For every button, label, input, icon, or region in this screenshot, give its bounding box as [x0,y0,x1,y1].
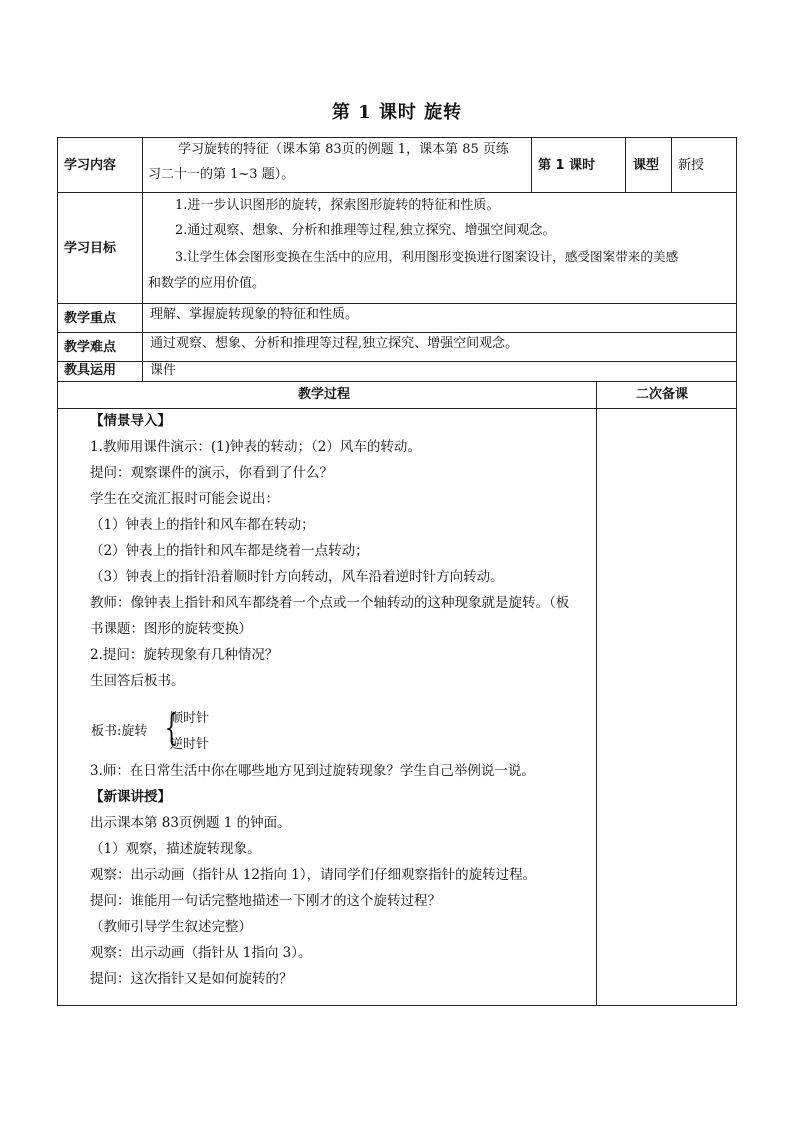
process-line: （1）钟表上的指针和风车都在转动； [90,517,315,533]
type-value: 新授 [678,158,705,173]
goal-item: 3.让学生体会图形变换在生活中的应用，利用图形变换进行图案设计，感受图案带来的美感 [175,249,679,264]
content-label: 学习内容 [64,158,117,173]
goal-item: 2.通过观察、想象、分析和推理等过程,独立探究、增强空间观念。 [175,223,556,238]
goal-label: 学习目标 [64,241,117,256]
tools-label: 教具运用 [64,363,117,378]
process-line: 提问：谁能用一句话完整地描述一下刚才的这个旋转过程？ [90,893,441,909]
process-line: （3）钟表上的指针沿着顺时针方向转动，风车沿着逆时针方向转动。 [90,569,504,585]
period-label: 第 1 课时 [538,158,596,173]
row-divider [57,192,737,193]
process-line: 1.教师用课件演示：(1)钟表的转动；（2）风车的转动。 [90,439,421,455]
row-divider [57,332,737,333]
goal-item: 1.进一步认识图形的旋转，探索图形旋转的特征和性质。 [175,198,500,213]
col-divider [625,137,626,192]
difficulty-value: 通过观察、想象、分析和推理等过程,独立探究、增强空间观念。 [150,336,519,351]
row-divider [57,381,737,382]
board-prefix: 板书:旋转 [91,724,148,739]
board-counterclockwise: 逆时针 [170,737,210,752]
process-line: 出示课本第 83页例题 1 的钟面。 [90,815,291,831]
col-divider [596,381,597,1006]
process-line: 观察：出示动画（指针从 12指向 1），请同学们仔细观察指针的旋转过程。 [90,867,537,883]
process-line: 教师：像钟表上指针和风车都绕着一个点或一个轴转动的这种现象就是旋转。（板 [90,595,570,611]
process-line: 提问：这次指针又是如何旋转的？ [90,971,293,987]
process-line: 学生在交流汇报时可能会说出： [90,491,279,507]
col-divider [531,137,532,192]
page-title: 第 1 课时 旋转 [331,102,463,123]
process-line: 【新课讲授】 [90,789,171,805]
type-label: 课型 [633,158,660,173]
process-line: （教师引导学生叙述完整） [90,919,252,935]
key-value: 理解、掌握旋转现象的特征和性质。 [150,307,359,322]
brace-icon: { [164,708,179,749]
goal-item: 和数学的应用价值。 [148,276,266,291]
board-clockwise: 顺时针 [170,711,210,726]
process-line: 提问：观察课件的演示，你看到了什么？ [90,465,333,481]
process-header: 教学过程 [298,387,351,402]
process-line: 2.提问：旋转现象有几种情况？ [90,647,279,663]
process-line: 书课题：图形的旋转变换） [90,621,252,637]
process-body [90,408,590,694]
process-line: （1）观察，描述旋转现象。 [90,841,261,857]
process-line: 3.师：在日常生活中你在哪些地方见到过旋转现象？学生自己举例说一说。 [90,763,535,779]
process-line: （2）钟表上的指针和风车都是绕着一点转动； [90,543,369,559]
process-line: 【情景导入】 [90,413,171,429]
col-divider [142,137,143,381]
notes-header: 二次备课 [636,387,689,402]
difficulty-label: 教学难点 [64,340,117,355]
process-line: 观察：出示动画（指针从 1指向 3）。 [90,945,312,961]
key-label: 教学重点 [64,311,117,326]
content-text-line: 习二十一的第 1~3 题）。 [148,167,295,182]
col-divider [671,137,672,192]
row-divider [57,303,737,304]
process-body [90,758,590,992]
process-line: 生回答后板书。 [90,673,185,689]
content-text-line: 学习旋转的特征（课本第 83页的例题 1，课本第 85 页练 [178,142,509,157]
tools-value: 课件 [150,363,177,378]
